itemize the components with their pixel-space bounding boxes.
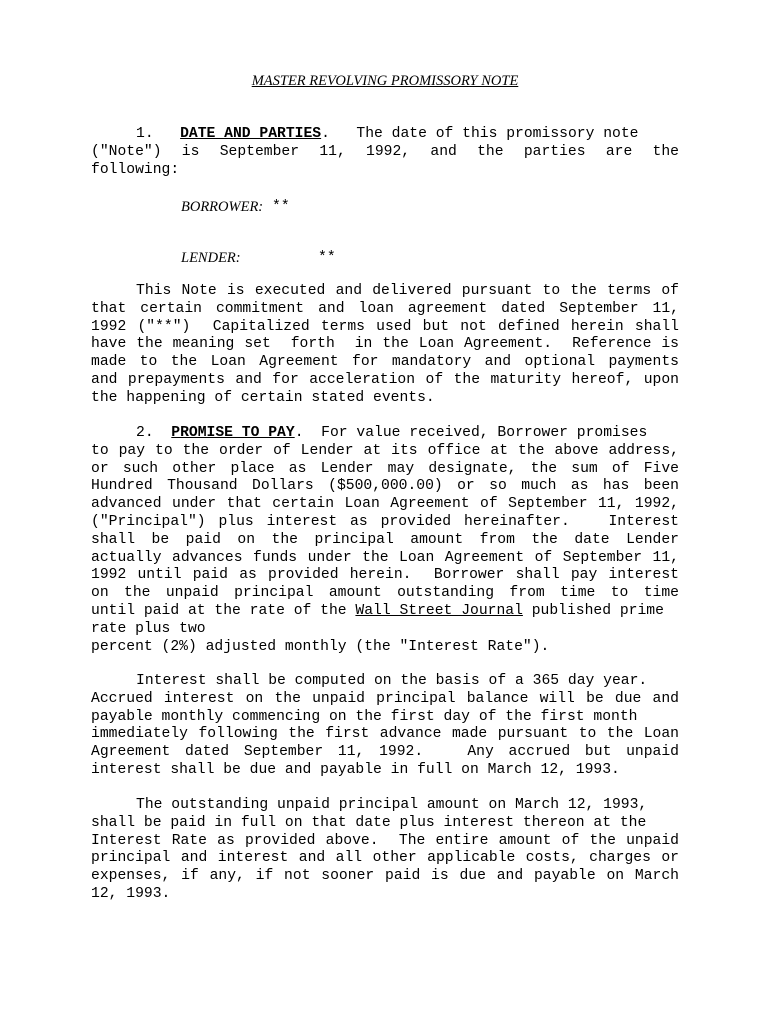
section-1-line-1-text: The date of this promissory note (356, 126, 639, 142)
paragraph-line: the happening of certain stated events. (91, 389, 435, 406)
paragraph-line: payable monthly commencing on the first day of the first month (91, 708, 638, 725)
paragraph-line: and prepayments and for acceleration of the maturity hereof, upon (91, 371, 679, 388)
paragraph-line: expenses, if any, if not sooner paid is due and payable on March (91, 868, 679, 885)
paragraph-line: 1992 ("**") Capitalized terms used but not defined herein shall (91, 318, 679, 335)
paragraph-line: immediately following the first advance made pursuant to the Loan (91, 726, 679, 743)
paragraph-line: interest shall be due and payable in full on March 12, 1993. (91, 761, 620, 778)
paragraph-line: 1992 until paid as provided herein. Borrower shall pay interest (91, 567, 679, 584)
paragraph-line: actually advances funds under the Loan Agreement of September 11, (91, 549, 679, 566)
section-1-line-3: following: (91, 161, 180, 178)
paragraph-line: percent (2%) adjusted monthly (the "Interest Rate"). (91, 638, 550, 655)
paragraph-line: advanced under that certain Loan Agreement of September 11, 1992, (91, 496, 679, 513)
paragraph-interest-computation (91, 673, 679, 780)
paragraph-line: shall be paid on the principal amount from the date Lender (91, 531, 679, 548)
section-2-number: 2. (136, 425, 154, 441)
section-1-line-1 (91, 126, 679, 144)
section-2-heading-period: . (294, 425, 304, 441)
paragraph-line: that certain commitment and loan agreement dated September 11, (91, 300, 679, 317)
lender-label: LENDER: (181, 250, 241, 266)
section-1-number: 1. (136, 126, 154, 142)
borrower-label: BORROWER: (181, 199, 264, 215)
lender-value: ** (318, 250, 336, 266)
paragraph-line: made to the Loan Agreement for mandatory and optional payments (91, 354, 679, 371)
paragraph-outstanding-principal (91, 797, 679, 904)
rate-line-text-end: published prime (522, 602, 664, 619)
interest-rate-line (91, 603, 679, 621)
paragraph-line: The outstanding unpaid principal amount on March 12, 1993, (136, 797, 648, 813)
paragraph-line: or such other place as Lender may designate, the sum of Five (91, 460, 679, 477)
section-2-line-1 (91, 425, 679, 443)
paragraph-line: Agreement dated September 11, 1992. Any accrued but unpaid (91, 744, 679, 761)
paragraph-line: Interest shall be computed on the basis of a 365 day year. (136, 673, 648, 689)
paragraph-line: ("Principal") plus interest as provided hereinafter. Interest (91, 513, 679, 530)
section-2-promise-to-pay (91, 425, 679, 656)
document-title: MASTER REVOLVING PROMISSORY NOTE (251, 73, 519, 89)
paragraph-line: Interest Rate as provided above. The entire amount of the unpaid (91, 832, 679, 849)
paragraph-line: to pay to the order of Lender at its office at the above address, (91, 442, 679, 459)
section-1-date-and-parties (91, 126, 679, 179)
section-2-heading: PROMISE TO PAY (171, 425, 295, 441)
paragraph-line: shall be paid in full on that date plus interest thereon at the (91, 814, 647, 831)
section-1-heading: DATE AND PARTIES (180, 126, 322, 142)
paragraph-line: This Note is executed and delivered pursuant to the terms of (136, 283, 679, 299)
section-2-line-1-text: For value received, Borrower promises (321, 425, 648, 441)
paragraph-line: Hundred Thousand Dollars ($500,000.00) or so much as has been (91, 478, 679, 495)
paragraph-loan-agreement (91, 283, 679, 408)
section-1-heading-period: . (321, 126, 330, 142)
section-1-line-2: ("Note") is September 11, 1992, and the parties are the (91, 143, 679, 160)
wall-street-journal-reference: Wall Street Journal (355, 602, 523, 619)
paragraph-line: rate plus two (91, 620, 206, 637)
rate-line-text: until paid at the rate of the (91, 602, 356, 619)
paragraph-line: Accrued interest on the unpaid principal balance will be due and (91, 690, 679, 707)
paragraph-line: have the meaning set forth in the Loan Agreement. Reference is (91, 336, 679, 353)
paragraph-line: on the unpaid principal amount outstanding from time to time (91, 585, 679, 602)
paragraph-line: principal and interest and all other applicable costs, charges or (91, 850, 679, 867)
paragraph-line: 12, 1993. (91, 885, 171, 902)
borrower-value: ** (272, 199, 290, 215)
